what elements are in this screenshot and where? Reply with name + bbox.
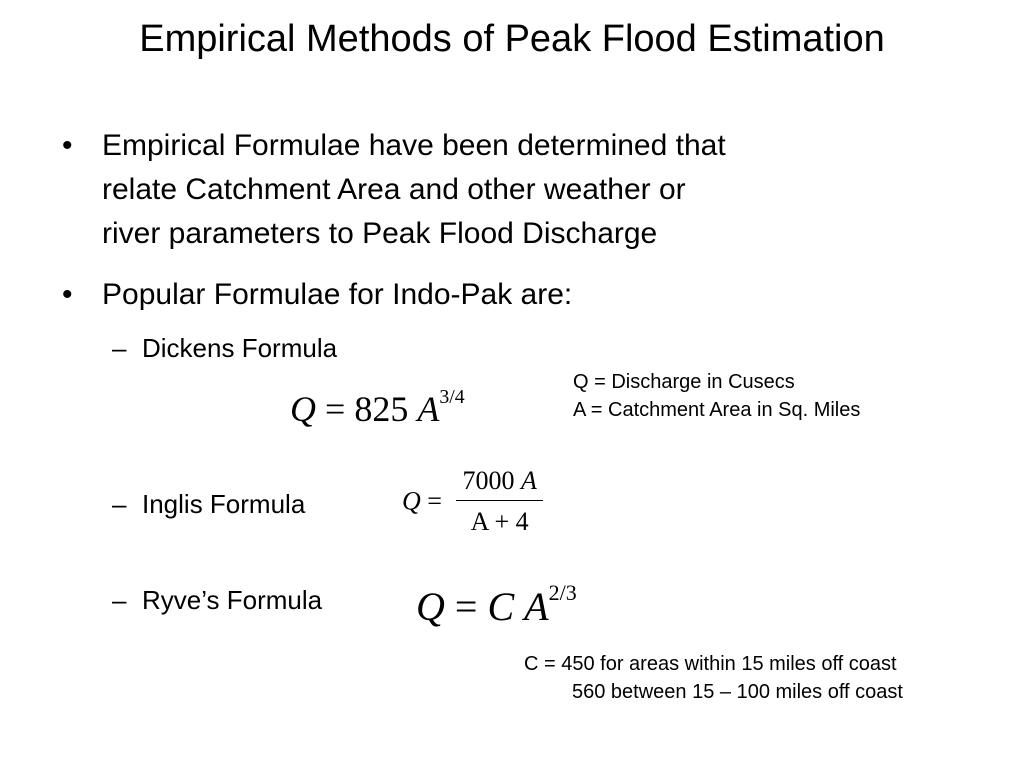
formula-lhs: Q — [290, 388, 316, 429]
bullet-dot-icon: • — [62, 278, 73, 311]
note-line: Q = Discharge in Cusecs — [573, 371, 795, 393]
bullet-text: Popular Formulae for Indo-Pak are: — [102, 278, 573, 311]
formula-variable: A — [417, 388, 440, 429]
dash-icon: – — [112, 585, 127, 615]
bullet-line: river parameters to Peak Flood Discharge — [102, 217, 658, 250]
inglis-formula — [402, 466, 543, 537]
sub-item-dickens — [112, 333, 337, 364]
formula-coefficient: 7000 — [462, 466, 515, 495]
sub-item-ryve — [112, 585, 322, 616]
formula-coefficient: C — [487, 583, 515, 629]
sub-item-inglis — [112, 489, 305, 520]
formula-variable: A — [524, 583, 549, 629]
formula-equals: = — [427, 486, 442, 516]
formula-numerator — [456, 466, 542, 501]
formula-exponent: 2/3 — [548, 580, 577, 605]
dickens-formula — [290, 386, 465, 430]
formula-exponent: 3/4 — [439, 386, 465, 408]
sub-item-label: Dickens Formula — [142, 333, 338, 363]
slide-title: Empirical Methods of Peak Flood Estimation — [139, 18, 885, 60]
ryve-notes — [524, 650, 903, 706]
bullet-dot-icon: • — [62, 129, 73, 162]
bullet-line: Empirical Formulae have been determined that — [102, 129, 726, 162]
bullet-line: relate Catchment Area and other weather or — [102, 173, 686, 206]
dash-icon: – — [112, 333, 127, 363]
formula-variable: A — [520, 466, 537, 495]
sub-item-label: Inglis Formula — [142, 489, 306, 519]
note-line: C = 450 for areas within 15 miles off coast — [524, 653, 897, 675]
dash-icon: – — [112, 489, 127, 519]
formula-denominator: A + 4 — [470, 507, 529, 536]
formula-lhs: Q — [402, 486, 421, 516]
formula-fraction — [456, 466, 542, 537]
formula-equals: = — [325, 388, 346, 429]
formula-coefficient: 825 — [354, 388, 409, 429]
bullet-item-2 — [62, 278, 572, 312]
dickens-notes — [573, 368, 860, 424]
ryve-formula — [416, 580, 577, 630]
note-line: 560 between 15 – 100 miles off coast — [572, 681, 903, 703]
note-line: A = Catchment Area in Sq. Miles — [573, 399, 861, 421]
formula-lhs: Q — [416, 583, 445, 629]
sub-item-label: Ryve’s Formula — [142, 585, 323, 615]
formula-equals: = — [454, 583, 478, 629]
bullet-item-1 — [62, 124, 726, 256]
